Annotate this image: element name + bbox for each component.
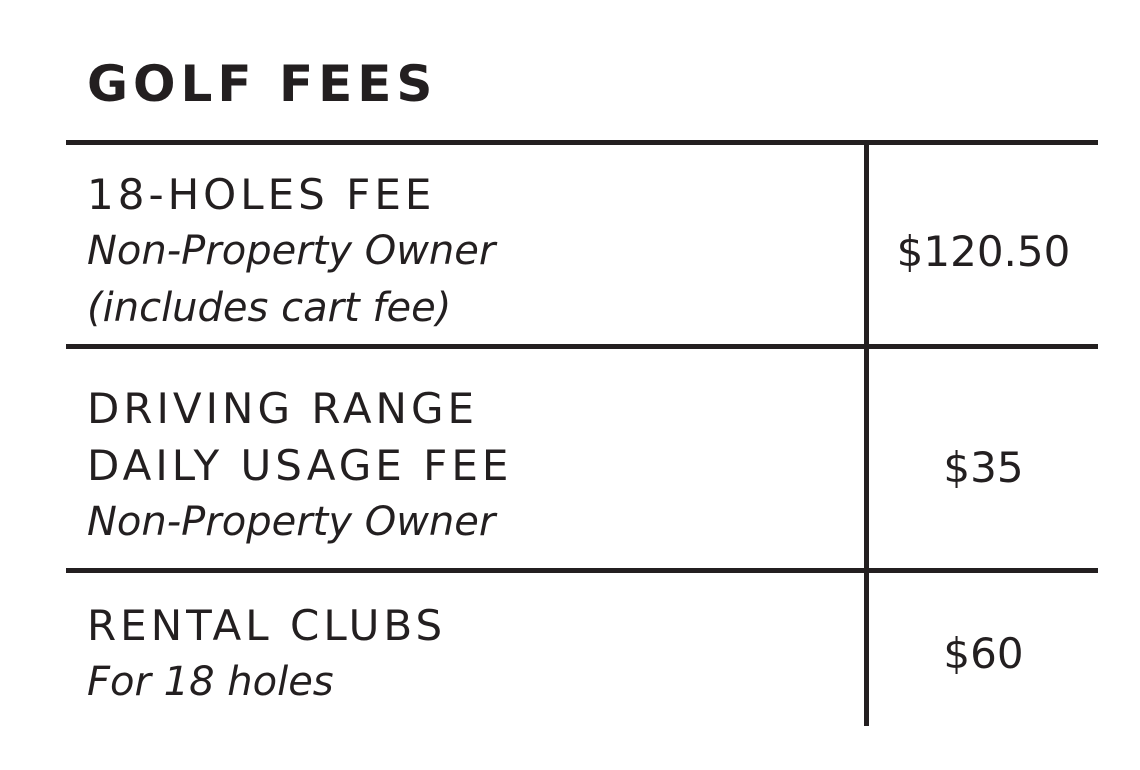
table-row [0,166,1140,336]
table-top-rule [66,140,1098,145]
fee-detail: Non-Property Owner [87,499,496,545]
row-divider [66,344,1098,349]
fee-name: DAILY USAGE FEE [87,441,513,490]
fee-description [87,380,857,551]
fee-detail: Non-Property Owner [87,228,496,274]
fee-name: 18-HOLES FEE [87,170,436,219]
table-row [0,597,1140,717]
fee-detail: (includes cart fee) [87,285,452,331]
fee-price: $60 [943,629,1024,678]
fee-name: DRIVING RANGE [87,384,479,433]
row-divider [66,568,1098,573]
fee-price: $35 [943,443,1024,492]
fee-description [87,597,857,711]
fee-price: $120.50 [896,227,1071,276]
fee-detail: For 18 holes [87,659,334,705]
table-row [0,380,1140,560]
fee-name: RENTAL CLUBS [87,601,447,650]
fee-description [87,166,857,337]
page-title: GOLF FEES [87,55,438,113]
